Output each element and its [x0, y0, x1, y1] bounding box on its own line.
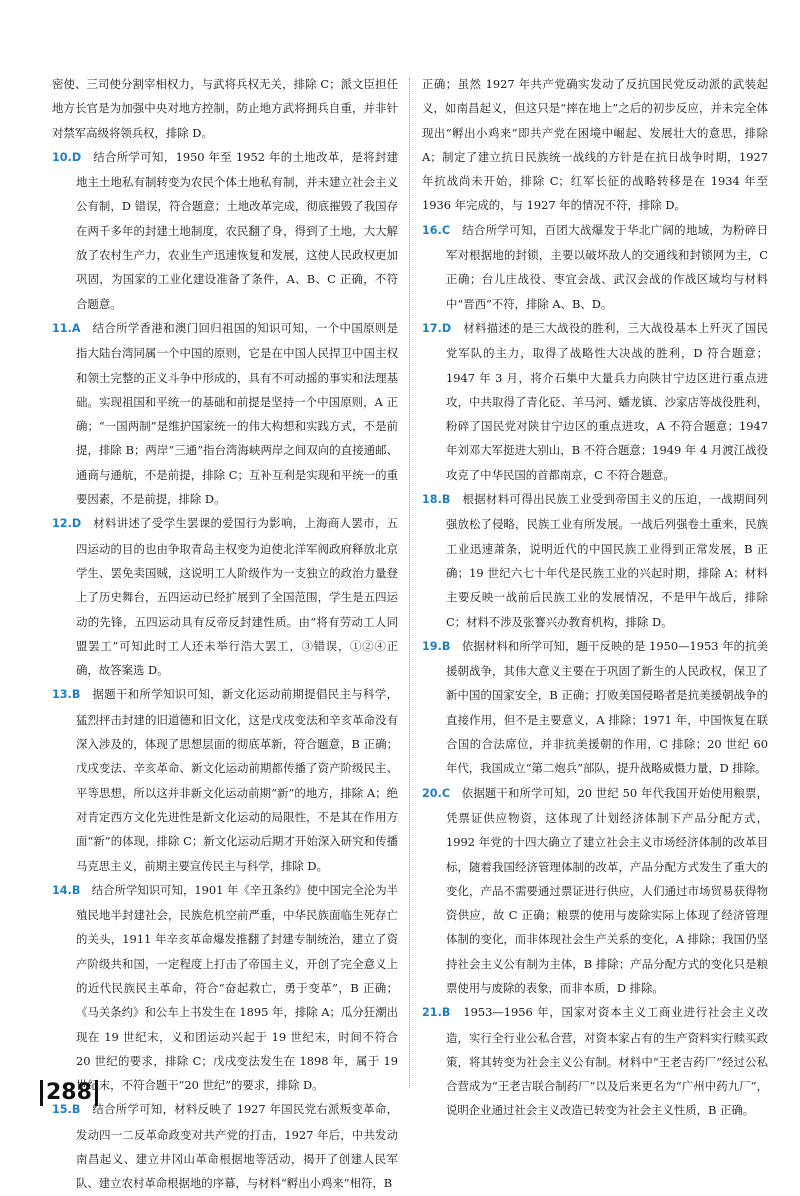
item-number: 12.	[52, 517, 72, 531]
explanation-text: 结合所学可知，材料反映了 1927 年国民党右派叛变革命，发动四一二反革命政变对共产党的打击，1927 年后，中共发动南昌起义、建立井冈山革命根据地等活动，揭开了创建人民军队、建立农村革命根据地的序幕，与材料“孵出小鸡来”相符，B	[76, 1102, 398, 1191]
item-number: 17.	[422, 321, 442, 335]
column-divider	[409, 78, 410, 1088]
answer-letter: C	[441, 223, 451, 237]
answer-item	[52, 316, 398, 511]
answer-letter: D	[71, 150, 82, 164]
answer-item	[422, 316, 768, 487]
answer-item	[52, 878, 398, 1098]
answer-letter: D	[71, 517, 82, 531]
answer-item	[422, 634, 768, 781]
item-number: 14.	[52, 883, 72, 897]
item-number: 19.	[422, 639, 442, 653]
answer-letter: B	[71, 1103, 81, 1117]
page-number: 288	[40, 1080, 98, 1106]
explanation-text: 据题干和所学知识可知，新文化运动前期提倡民主与科学，猛烈抨击封建的旧道德和旧文化，这是戊戌变法和辛亥革命没有深入涉及的，体现了思想层面的彻底革新，符合题意，B 正确；戊戌变法、辛亥革命、新文化运动前期都传播了资产阶级民主、平等思想，所以这并非新文化运动前期“新”的地方，排除 A；绝对肯定西方文化先进性是新文化运动的局限性，不是其在作用方面“新”的体现，排除 C；新文化运动后期才开始深入研究和传播马克思主义，前期主要宣传民主与科学，排除 D。	[76, 687, 398, 873]
explanation-text: 结合所学香港和澳门回归祖国的知识可知，一个中国原则是指大陆台湾同属一个中国的原则，它是在中国人民捍卫中国主权和领土完整的正义斗争中形成的，具有不可动摇的事实和法理基础。实现祖国和平统一的基础和前提是坚持一个中国原则，A 正确；“一国两制”是维护国家统一的伟大构想和实践方式，不是前提，排除 B；两岸“三通”指台湾海峡两岸之间双向的直接通邮、通商与通航，不是前提，排除 C；互补互利是实现和平统一的重要因素，不是前提，排除 D。	[76, 320, 398, 507]
continued-answer-text: 密使、三司使分割宰相权力，与武将兵权无关，排除 C；派文臣担任地方长官是为加强中央对地方控制，防止地方武将拥兵自重，并非针对禁军高级将领兵权，排除 D。	[52, 77, 398, 140]
item-number: 20.	[422, 786, 442, 800]
explanation-text: 结合所学可知，百团大战爆发于华北广阔的地域，为粉碎日军对根据地的封锁，主要以破坏敌人的交通线和封锁网为主，C 正确；台儿庄战役、枣宜会战、武汉会战的作战区域均与材料中“晋西”不符，排除 A、B、D。	[446, 222, 768, 311]
explanation-text: 材料讲述了受学生罢课的爱国行为影响，上海商人罢市，五四运动的目的也由争取青岛主权变为迫使北洋军阀政府释放北京学生、罢免卖国贼，这说明工人阶级作为一支独立的政治力量登上了历史舞台，五四运动已经扩展到了全国范围，学生是五四运动的先锋，五四运动具有反帝反封建性质。由“将有劳动工人同盟罢工”可知此时工人还未举行浩大罢工，③错误，①②④正确，故答案选 D。	[76, 516, 398, 678]
answer-item	[52, 145, 398, 316]
continued-answer-text: 正确；虽然 1927 年共产党确实发动了反抗国民党反动派的武装起义，如南昌起义，但这只是“摔在地上”之后的初步反应，并未完全体现出“孵出小鸡来”即共产党在困境中崛起、发展壮大的意思，排除 A；制定了建立抗日民族统一战线的方针是在抗日战争时期，1927 年抗战尚未开始，排除 C；红军长征的战略转移是在 1934 年至 1936 年完成的，与 1927 年的情况不符，排除 D。	[422, 77, 768, 213]
answer-letter: B	[441, 1006, 451, 1020]
answer-letter: B	[441, 493, 451, 507]
item-number: 11.	[52, 321, 72, 335]
item-number: 16.	[422, 223, 442, 237]
item-number: 21.	[422, 1006, 442, 1020]
explanation-text: 结合所学知识可知，1901 年《辛丑条约》使中国完全沦为半殖民地半封建社会，民族危机空前严重，中华民族面临生死存亡的关头，1911 年辛亥革命爆发推翻了封建专制统治，建立了资产阶级共和国，一定程度上打击了帝国主义，开创了完全意义上的近代民族民主革命，符合“奋起救亡，勇于变革”，B 正确；《马关条约》和公车上书发生在 1895 年，排除 A；瓜分狂潮出现在 19 世纪末，义和团运动兴起于 19 世纪末，时间不符合 20 世纪的要求，排除 C；戊戌变法发生在 1898 年，属于 19 世纪末，不符合题干“20 世纪”的要求，排除 D。	[76, 882, 398, 1093]
answer-letter: B	[71, 688, 81, 702]
item-number: 15.	[52, 1103, 72, 1117]
answer-item	[422, 487, 768, 634]
answer-item	[422, 1000, 768, 1122]
explanation-text: 依据材料和所学可知，题干反映的是 1950—1953 年的抗美援朝战争，其伟大意义主要在于巩固了新生的人民政权，保卫了新中国的国家安全，B 正确；打败美国侵略者是抗美援朝战争的直接作用，但不是主要意义，A 排除；1971 年，中国恢复在联合国的合法席位，并非抗美援朝的作用，C 排除；20 世纪 60 年代，我国成立“第二炮兵”部队，提升战略威慑力量，D 排除。	[446, 638, 768, 776]
explanation-text: 结合所学可知，1950 年至 1952 年的土地改革，是将封建地主土地私有制转变为农民个体土地私有制，并未建立社会主义公有制，D 错误，符合题意；土地改革完成，彻底摧毁了我国存在两千多年的封建土地制度，农民翻了身，得到了土地，大大解放了农村生产力，农业生产迅速恢复和发展，这使人民政权更加巩固，为国家的工业化建设准备了条件，A、B、C 正确，不符合题意。	[76, 149, 398, 311]
answer-item	[422, 218, 768, 316]
answer-item	[52, 1097, 398, 1195]
answer-item	[52, 511, 398, 682]
item-number: 18.	[422, 493, 442, 507]
explanation-text: 1953—1956 年，国家对资本主义工商业进行社会主义改造，实行全行业公私合营，对资本家占有的生产资料实行赎买政策，将其转变为社会主义公有制。材料中“王老吉药厂”经过公私合营成为“王老吉联合制药厂”以及后来更名为“广州中药九厂”，说明企业通过社会主义改造已转变为社会主义性质，B 正确。	[446, 1005, 768, 1118]
answer-letter: A	[71, 321, 81, 335]
item-number: 13.	[52, 688, 72, 702]
left-column	[52, 72, 398, 1196]
explanation-text: 根据材料可得出民族工业受到帝国主义的压迫，一战期间列强放松了侵略，民族工业有所发展。一战后列强卷土重来，民族工业迅速萧条，说明近代的中国民族工业得到正常发展，B 正确；19 世纪六七十年代是民族工业的兴起时期，排除 A；材料主要反映一战前后民族工业的发展情况，不是甲午战后，排除 C；材料不涉及张謇兴办教育机构，排除 D。	[446, 492, 768, 629]
answer-letter: B	[71, 883, 81, 897]
explanation-text: 依据题干和所学可知，20 世纪 50 年代我国开始使用粮票，凭票证供应物资，这体现了计划经济体制下产品分配方式，1992 年党的十四大确立了建立社会主义市场经济体制的改革目标，随着我国经济管理体制的改革，产品分配方式发生了重大的变化，产品不需要通过票证进行供应，人们通过市场贸易获得物资供应，故 C 正确；粮票的使用与废除实际上体现了经济管理体制的变化，而非体现社会生产关系的变化，A 排除；我国仍坚持社会主义公有制为主体，B 排除；产品分配方式的变化只是粮票使用与废除的表象，而非本质，D 排除。	[446, 785, 768, 995]
item-number: 10.	[52, 150, 72, 164]
answer-letter: C	[441, 786, 451, 800]
explanation-text: 材料描述的是三大战役的胜利，三大战役基本上歼灭了国民党军队的主力，取得了战略性大决战的胜利，D 符合题意；1947 年 3 月，将介石集中大量兵力向陕甘宁边区进行重点进攻，中共取得了青化砭、羊马河、蟠龙镇、沙家店等战役胜利，粉碎了国民党对陕甘宁边区的重点进攻，A 不符合题意；1947 年刘邓大军挺进大别山，B 不符合题意；1949 年 4 月渡江战役攻克了中华民国的首都南京，C 不符合题意。	[446, 320, 768, 482]
answer-item	[52, 682, 398, 877]
answer-item	[422, 781, 768, 1001]
right-column	[422, 72, 768, 1123]
answer-letter: D	[441, 321, 452, 335]
answer-letter: B	[441, 639, 451, 653]
